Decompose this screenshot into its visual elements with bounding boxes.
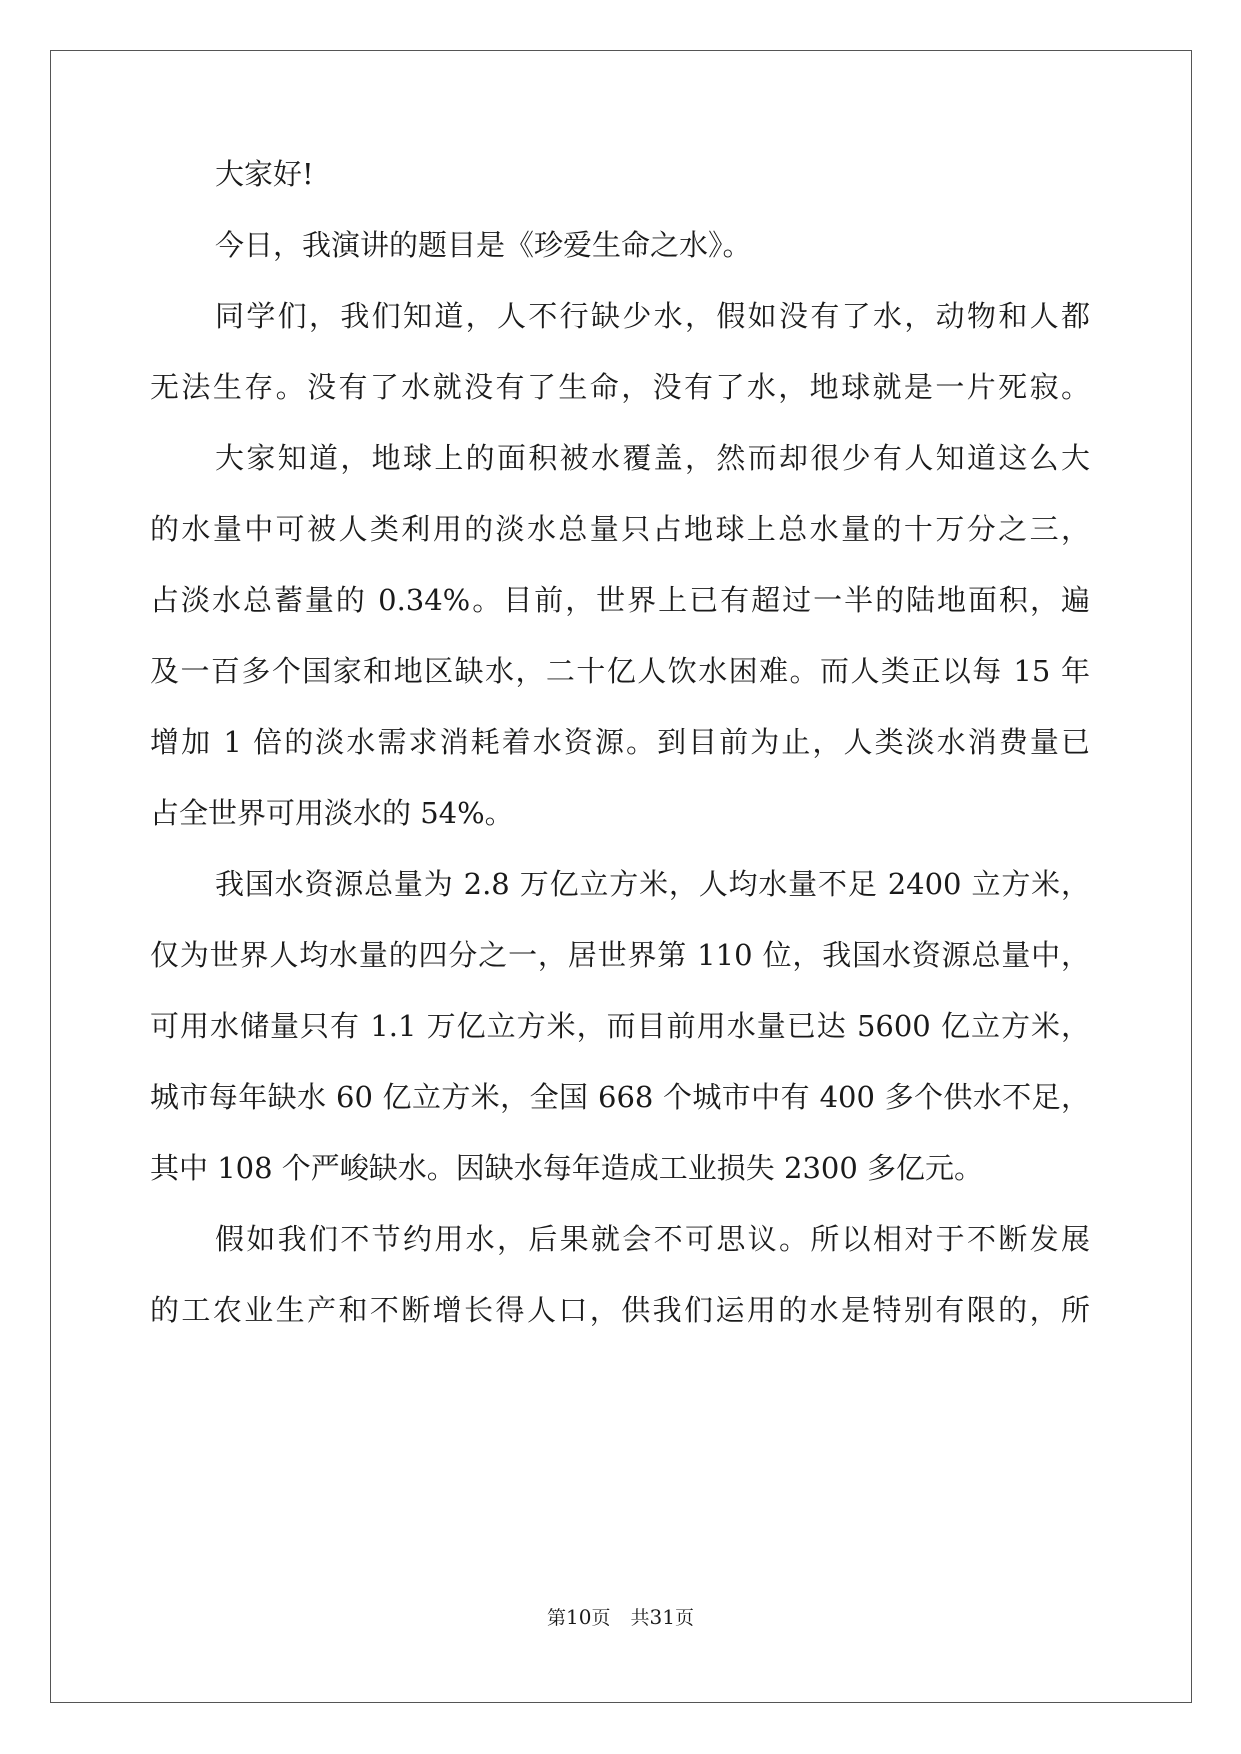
- text-line: 仅为世界人均水量的四分之一，居世界第 110 位，我国水资源总量中，: [150, 938, 1090, 972]
- total-prefix: 共: [630, 1607, 650, 1629]
- text-line: 占淡水总蓄量的 0.34%。目前，世界上已有超过一半的陆地面积，遍: [150, 583, 1090, 617]
- text-line: 今日，我演讲的题目是《珍爱生命之水》。: [215, 228, 752, 262]
- text-line: 大家好!: [215, 157, 314, 191]
- text-line: 其中 108 个严峻缺水。因缺水每年造成工业损失 2300 多亿元。: [150, 1151, 984, 1185]
- text-line: 同学们，我们知道，人不行缺少水，假如没有了水，动物和人都: [215, 299, 1090, 333]
- text-line: 假如我们不节约用水，后果就会不可思议。所以相对于不断发展: [215, 1222, 1090, 1256]
- total-suffix: 页: [674, 1607, 694, 1629]
- text-line: 无法生存。没有了水就没有了生命，没有了水，地球就是一片死寂。: [150, 370, 1090, 404]
- page-number: 10: [566, 1605, 592, 1629]
- text-line: 的工农业生产和不断增长得人口，供我们运用的水是特别有限的，所: [150, 1293, 1090, 1327]
- page-suffix: 页: [591, 1607, 611, 1629]
- text-line: 可用水储量只有 1.1 万亿立方米，而目前用水量已达 5600 亿立方米，: [150, 1009, 1090, 1043]
- total-pages: 31: [649, 1605, 675, 1629]
- text-line: 占全世界可用淡水的 54%。: [150, 796, 514, 830]
- text-line: 大家知道，地球上的面积被水覆盖，然而却很少有人知道这么大: [215, 441, 1090, 475]
- text-line: 及一百多个国家和地区缺水，二十亿人饮水困难。而人类正以每 15 年: [150, 654, 1090, 688]
- text-line: 城市每年缺水 60 亿立方米，全国 668 个城市中有 400 多个供水不足，: [150, 1080, 1090, 1114]
- page-prefix: 第: [547, 1607, 567, 1629]
- page-footer: [0, 1604, 1241, 1631]
- text-line: 的水量中可被人类利用的淡水总量只占地球上总水量的十万分之三，: [150, 512, 1090, 546]
- text-line: 我国水资源总量为 2.8 万亿立方米，人均水量不足 2400 立方米，: [215, 867, 1090, 901]
- text-line: 增加 1 倍的淡水需求消耗着水资源。到目前为止，人类淡水消费量已: [150, 725, 1090, 759]
